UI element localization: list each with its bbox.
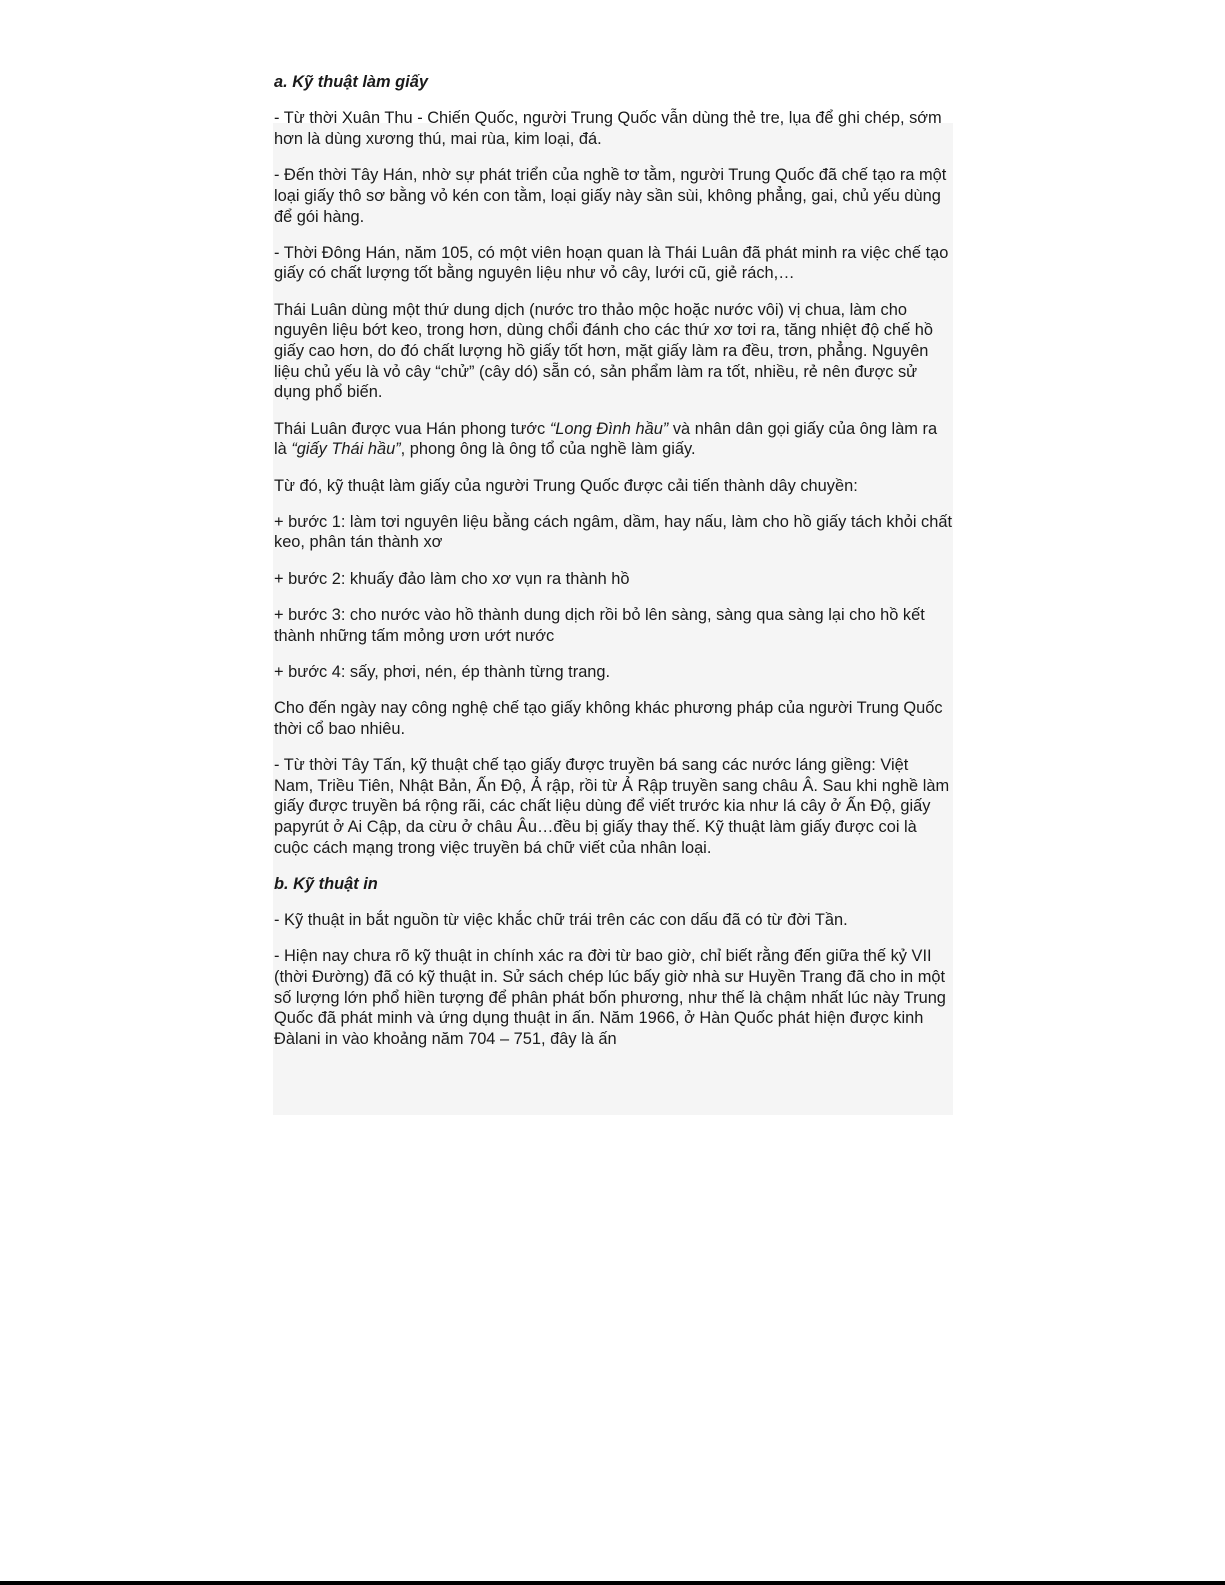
step-2: + bước 2: khuấy đảo làm cho xơ vụn ra thành hồ	[274, 569, 630, 588]
text-segment: Thái Luân được vua Hán phong tước	[274, 419, 550, 438]
text-segment: , phong ông là ông tổ của nghề làm giấy.	[400, 440, 696, 459]
paragraph-production-line: Từ đó, kỹ thuật làm giấy của người Trung Quốc được cải tiến thành dây chuyền:	[274, 476, 858, 495]
paragraph-modern-technology: Cho đến ngày nay công nghệ chế tạo giấy không khác phương pháp của người Trung Quốc thời cổ bao nhiêu.	[274, 698, 943, 738]
paragraph-thai-luan-title	[274, 419, 952, 460]
text-segment: và nhân dân gọi giấy của ông làm ra là	[274, 419, 938, 459]
section-a-heading: a. Kỹ thuật làm giấy	[274, 73, 428, 91]
paragraph-xuan-thu: - Từ thời Xuân Thu - Chiến Quốc, người Trung Quốc vẫn dùng thẻ tre, lụa để ghi chép, sớm hơn là dùng xương thú, mai rùa, kim loại, đá.	[274, 109, 942, 148]
step-3: + bước 3: cho nước vào hồ thành dung dịch rồi bỏ lên sàng, sàng qua sàng lại cho hồ kết thành những tấm mỏng ươn ướt nước	[274, 605, 925, 645]
paragraph-thai-luan-method: Thái Luân dùng một thứ dung dịch (nước tro thảo mộc hoặc nước vôi) vị chua, làm cho nguyên liệu bớt keo, trong hơn, dùng chổi đánh cho các thứ xơ tơi ra, tăng nhiệt độ chế hồ giấy cao hơn, do đó chất lượng hồ giấy tốt hơn, mặt giấy làm ra đều, trơn, phẳng. Nguyên liệu chủ yếu là vỏ cây “chử” (cây dó) sẵn có, sản phẩm làm ra tốt, nhiều, rẻ nên được sử dụng phổ biến.	[274, 300, 934, 402]
paragraph-tay-han: - Đến thời Tây Hán, nhờ sự phát triển của nghề tơ tằm, người Trung Quốc đã chế tạo ra một loại giấy thô sơ bằng vỏ kén con tằm, loại giấy này sần sùi, không phẳng, gai, chủ yếu dùng để gói hàng.	[274, 166, 947, 226]
step-1: + bước 1: làm tơi nguyên liệu bằng cách ngâm, dầm, hay nấu, làm cho hồ giấy tách khỏi chất keo, phân tán thành xơ	[274, 512, 953, 552]
paragraph-printing-origin: - Kỹ thuật in bắt nguồn từ việc khắc chữ trái trên các con dấu đã có từ đời Tần.	[274, 911, 848, 930]
italic-long-dinh-hau: “Long Đình hầu”	[549, 419, 669, 438]
section-b-heading: b. Kỹ thuật in	[274, 874, 378, 893]
paragraph-dong-han: - Thời Đông Hán, năm 105, có một viên hoạn quan là Thái Luân đã phát minh ra việc chế tạo giấy có chất lượng tốt bằng nguyên liệu như vỏ cây, lưới cũ, giẻ rách,…	[274, 243, 949, 283]
bottom-border-line	[0, 1581, 1225, 1585]
paragraph-tay-tan: - Từ thời Tây Tấn, kỹ thuật chế tạo giấy được truyền bá sang các nước láng giềng: Việt Nam, Triều Tiên, Nhật Bản, Ấn Độ, Ả rập, rồi từ Ả Rập truyền sang châu Â. Sau khi nghề làm giấy được truyền bá rộng rãi, các chất liệu dùng để viết trước kia như lá cây ở Ấn Độ, giấy papyrút ở Ai Cập, da cừu ở châu Âu…đều bị giấy thay thế. Kỹ thuật làm giấy được coi là cuộc cách mạng trong việc truyền bá chữ viết của nhân loại.	[274, 755, 950, 857]
italic-giay-thai-hau: “giấy Thái hầu”	[291, 440, 401, 459]
paragraph-printing-history: - Hiện nay chưa rõ kỹ thuật in chính xác ra đời từ bao giờ, chỉ biết rằng đến giữa thế kỷ VII (thời Đường) đã có kỹ thuật in. Sử sách chép lúc bấy giờ nhà sư Huyền Trang đã cho in một số lượng lớn phổ hiền tượng để phân phát bốn phương, như thế là chậm nhất lúc này Trung Quốc đã phát minh và ứng dụng thuật in ấn. Năm 1966, ở Hàn Quốc phát hiện được kinh Đàlani in vào khoảng năm 704 – 751, đây là ấn	[274, 947, 946, 1049]
document-body	[274, 72, 952, 1065]
step-4: + bước 4: sấy, phơi, nén, ép thành từng trang.	[274, 662, 611, 681]
